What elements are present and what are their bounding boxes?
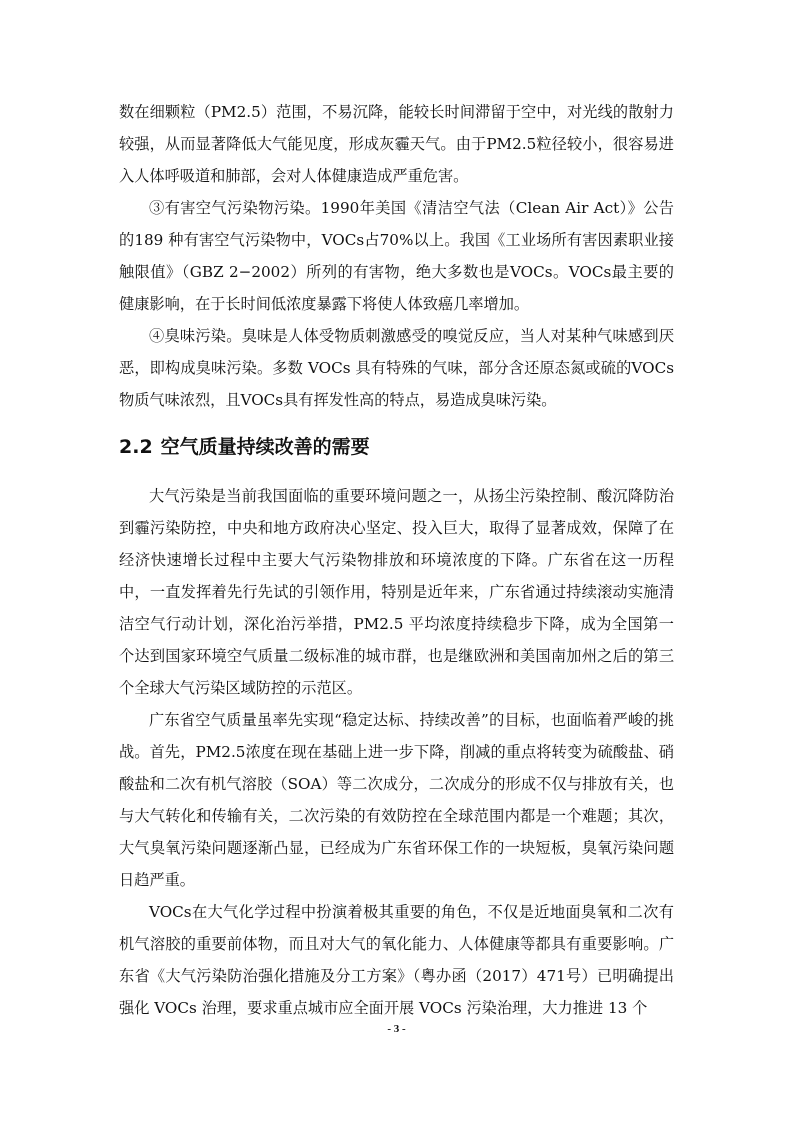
paragraph-odor-pollution: ④臭味污染。臭味是人体受物质刺激感受的嗅觉反应，当人对某种气味感到厌恶，即构成臭味污染。多数 VOCs 具有特殊的气味，部分含还原态氮或硫的VOCs物质气味浓烈，且VOCs具有挥发性高的特点，易造成臭味污染。 (119, 327, 674, 409)
paragraph-air-pollution-control: 大气污染是当前我国面临的重要环境问题之一，从扬尘污染控制、酸沉降防治到霾污染防控，中央和地方政府决心坚定、投入巨大，取得了显著成效，保障了在经济快速增长过程中主要大气污染物排放和环境浓度的下降。广东省在这一历程中，一直发挥着先行先试的引领作用，特别是近年来，广东省通过持续滚动实施清洁空气行动计划，深化治污举措，PM2.5 平均浓度持续稳步下降，成为全国第一个达到国家环境空气质量二级标准的城市群，也是继欧洲和美国南加州之后的第三个全球大气污染区域防控的示范区。 (119, 487, 674, 697)
paragraph-vocs-role: VOCs在大气化学过程中扮演着极其重要的角色，不仅是近地面臭氧和二次有机气溶胶的重要前体物，而且对大气的氧化能力、人体健康等都具有重要影响。广东省《大气污染防治强化措施及分工方案》（粤办函（2017）471号）已明确提出强化 VOCs 治理，要求重点城市应全面开展 VOCs 污染治理，大力推进 13 个 (119, 903, 674, 1017)
document-body (119, 96, 674, 1024)
section-title: 空气质量持续改善的需要 (160, 436, 370, 458)
paragraph-fine-particles: 数在细颗粒（PM2.5）范围，不易沉降，能较长时间滞留于空中，对光线的散射力较强，从而显著降低大气能见度，形成灰霾天气。由于PM2.5粒径较小，很容易进入人体呼吸道和肺部，会对人体健康造成严重危害。 (119, 103, 674, 185)
paragraph-hazardous-air-pollutants: ③有害空气污染物污染。1990年美国《清洁空气法（Clean Air Act）》公告的189 种有害空气污染物中，VOCs占70%以上。我国《工业场所有害因素职业接触限值》（GBZ 2−2002）所列的有害物，绝大多数也是VOCs。VOCs最主要的健康影响，在于长时间低浓度暴露下将使人体致癌几率增加。 (119, 199, 674, 313)
section-number: 2.2 (119, 436, 153, 458)
paragraph-challenges: 广东省空气质量虽率先实现“稳定达标、持续改善”的目标，也面临着严峻的挑战。首先，PM2.5浓度在现在基础上进一步下降，削减的重点将转变为硫酸盐、硝酸盐和二次有机气溶胶（SOA）等二次成分，二次成分的形成不仅与排放有关，也与大气转化和传输有关，二次污染的有效防控在全球范围内都是一个难题；其次，大气臭氧污染问题逐渐凸显，已经成为广东省环保工作的一块短板，臭氧污染问题日趋严重。 (119, 711, 674, 889)
section-heading (119, 432, 674, 462)
page-number: - 3 - (387, 1023, 406, 1035)
